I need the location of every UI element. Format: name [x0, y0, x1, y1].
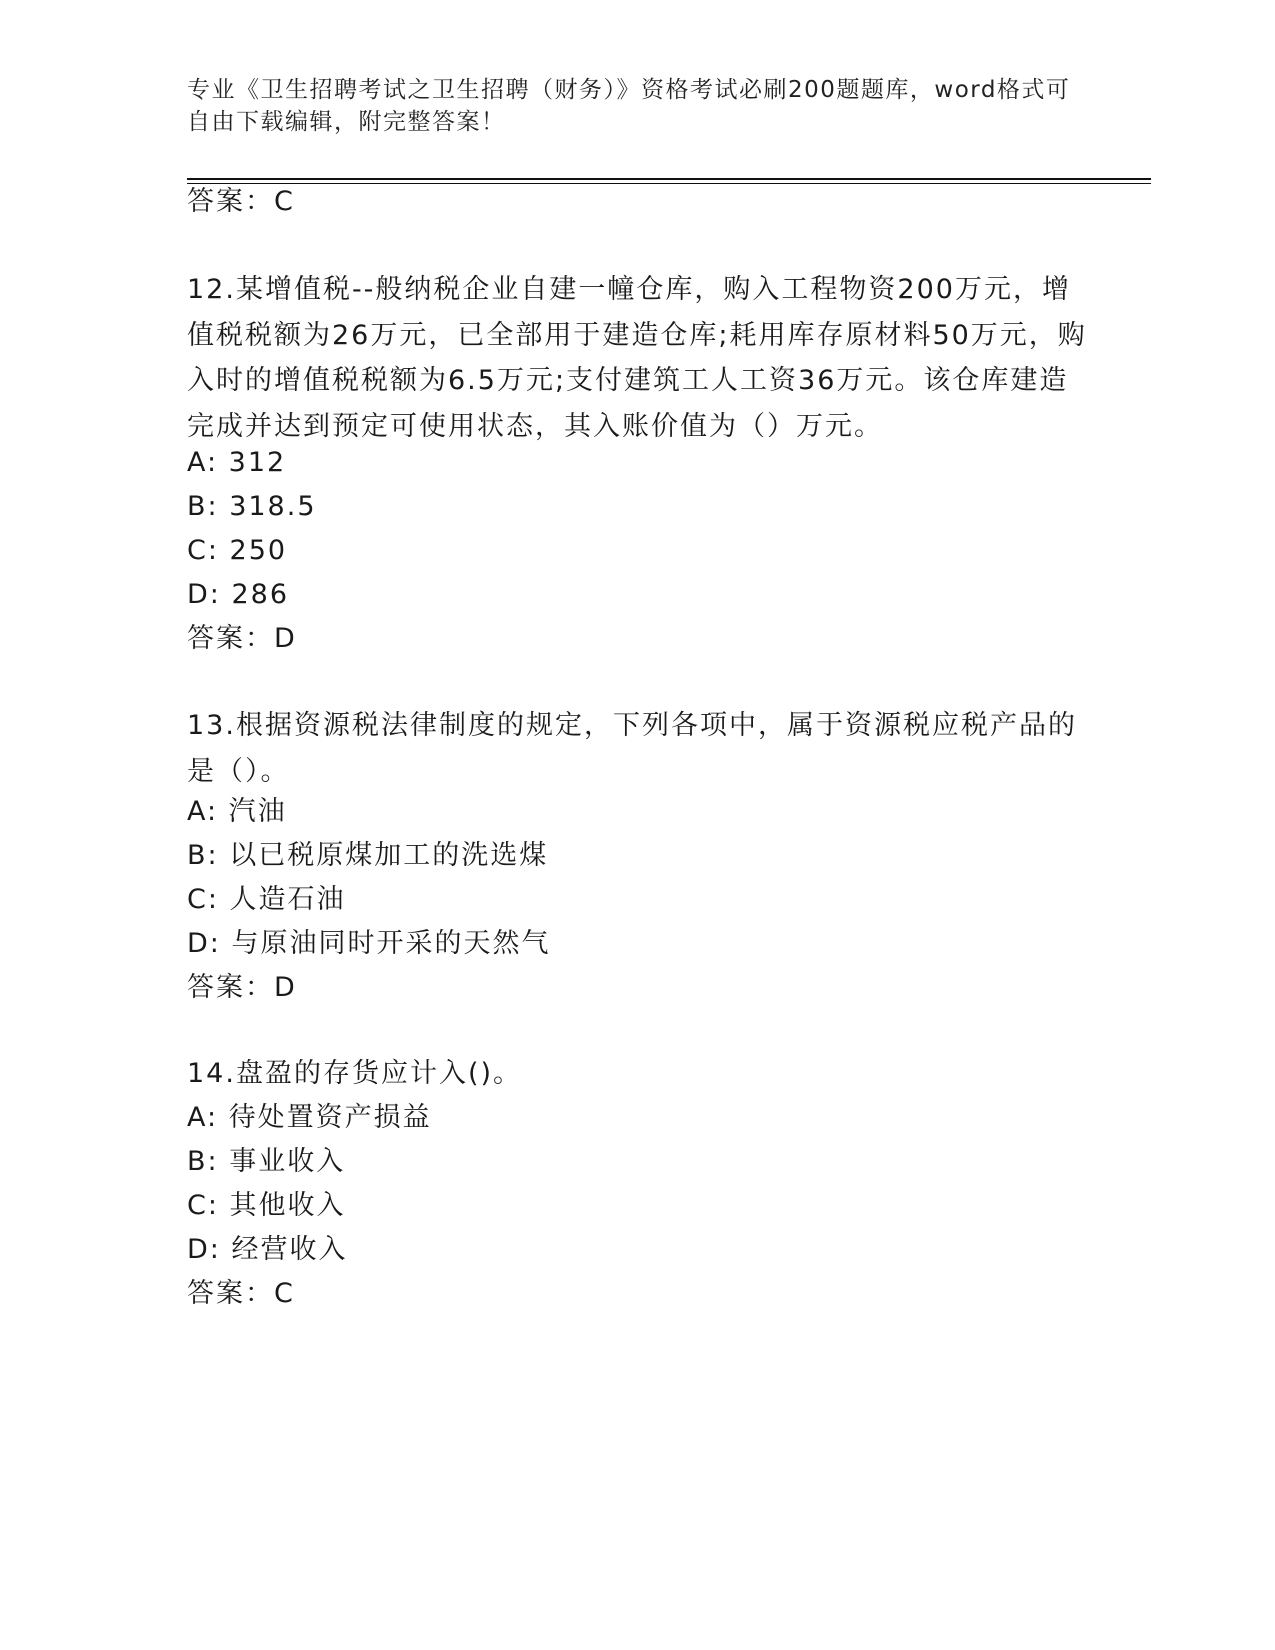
question-13-option-a: A: 汽油	[187, 796, 287, 827]
previous-answer: 答案：C	[187, 186, 295, 217]
header-divider-thick	[187, 178, 1151, 180]
question-12-option-b: B: 318.5	[187, 491, 317, 522]
question-14-stem: 14.盘盈的存货应计入()。	[187, 1058, 523, 1089]
question-12-stem: 12.某增值税--般纳税企业自建一幢仓库，购入工程物资200万元，增值税税额为26万元，已全部用于建造仓库;耗用库存原材料50万元，购入时的增值税税额为6.5万元;支付建筑工人工资36万元。该仓库建造完成并达到预定可使用状态，其入账价值为（）万元。	[187, 274, 1087, 442]
question-13-answer: 答案：D	[187, 972, 297, 1003]
header-divider-thin	[187, 183, 1151, 184]
question-12-option-a: A: 312	[187, 447, 287, 478]
document-header: 专业《卫生招聘考试之卫生招聘（财务）》资格考试必刷200题题库，word格式可自由下载编辑，附完整答案！	[187, 77, 1071, 135]
question-14-answer: 答案：C	[187, 1278, 295, 1309]
question-14-option-a: A: 待处置资产损益	[187, 1102, 432, 1133]
question-13-stem: 13.根据资源税法律制度的规定，下列各项中，属于资源税应税产品的是（）。	[187, 710, 1077, 787]
question-14-option-c: C: 其他收入	[187, 1190, 346, 1221]
question-13-option-b: B: 以已税原煤加工的洗选煤	[187, 840, 549, 871]
question-13-option-d: D: 与原油同时开采的天然气	[187, 928, 551, 959]
question-13-option-c: C: 人造石油	[187, 884, 346, 915]
question-14-option-d: D: 经营收入	[187, 1234, 348, 1265]
question-12-answer: 答案：D	[187, 623, 297, 654]
question-14-option-b: B: 事业收入	[187, 1146, 346, 1177]
question-12-option-d: D: 286	[187, 579, 290, 610]
question-12-option-c: C: 250	[187, 535, 288, 566]
